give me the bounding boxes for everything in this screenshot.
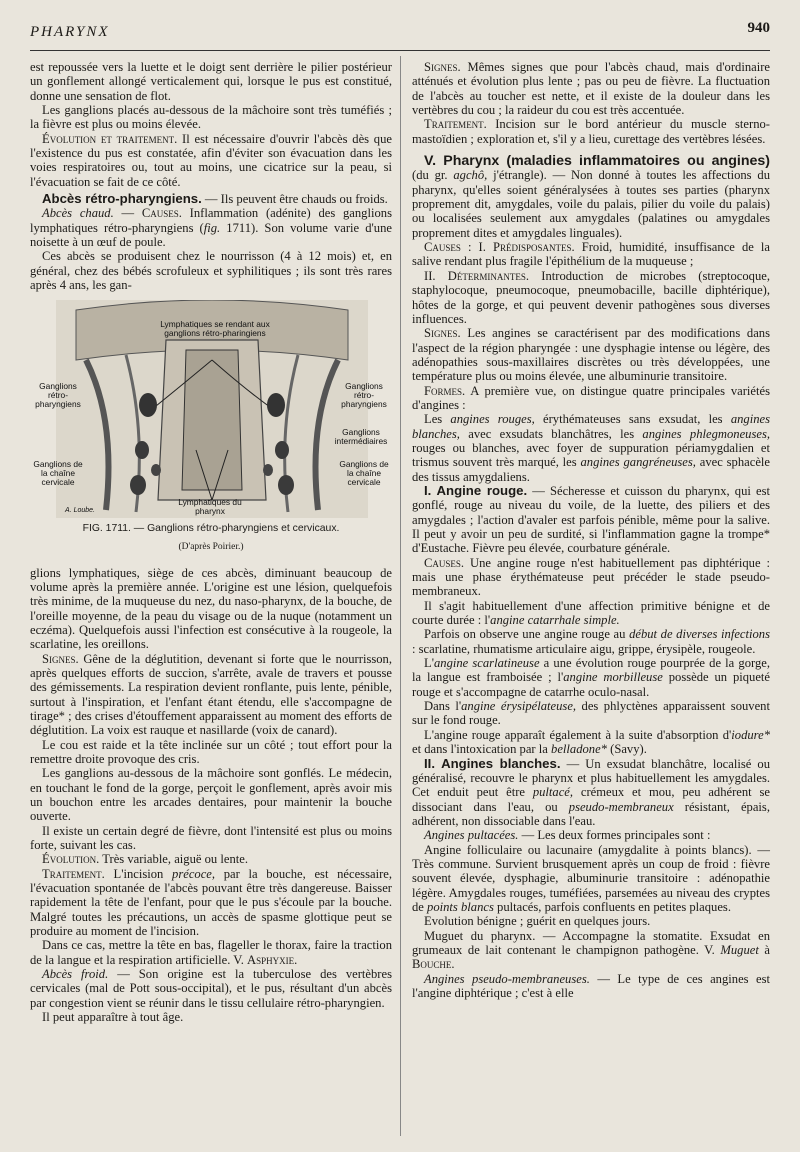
paragraph: Traitement. Incision sur le bord antérieur du muscle sterno-mastoïdien ; exploration et, s'il y a lieu, curettage des vertèbres lésées. <box>412 117 770 146</box>
left-column <box>30 60 392 1150</box>
paragraph: Le cou est raide et la tête inclinée sur un côté ; tout effort pour la remettre droite provoque des cris. <box>30 737 392 766</box>
paragraph: Angines pultacées. — Les deux formes principales sont : <box>424 828 711 843</box>
paragraph: L'angine rouge apparaît également à la suite d'absorption d'iodure* et dans l'intoxication par la belladone* (Savy). <box>412 727 770 757</box>
paragraph: L'angine scarlatineuse a une évolution rouge pourprée de la gorge, la langue est framboisée ; l'angine morbilleuse possède un piqueté rouge et s'accompagne de catarrhe oculo-nasal. <box>412 656 771 699</box>
right-column <box>412 60 770 1140</box>
paragraph: Traitement. L'incision précoce, par la bouche, est nécessaire, l'évacuation spontanée de l'abcès pouvant être très dangereuse. Baisser rapidement la tête de l'enfant, pour que le pus s'écoule par la bouche. Malgré toutes les précautions, un accès de spasme glottique peut se produire au moment de l'incision. <box>30 866 393 939</box>
paragraph: Signes. Gêne de la déglutition, devenant si forte que le nourrisson, après quelques efforts de succion, s'arrête, avale de travers et pousse des gémissements. La respiration devient ronflante, puis lente, pénible, surtout à l'inspiration, et l'enfant étant étendu, elle s'accompagne de tirage* ; des crises d'étouffement apparaissent au moment des efforts de déglutition. La voix est rauque et nasillarde (voix de canard). <box>30 651 392 738</box>
paragraph: Muguet du pharynx. — Accompagne la stomatite. Exsudat en grumeaux de lait contenant le champignon pathogène. V. Muguet à Bouche. <box>412 928 770 972</box>
paragraph: Parfois on observe une angine rouge au début de diverses infections : scarlatine, rhumatisme articulaire aigu, grippe, érysipèle, rougeole. <box>412 627 771 656</box>
paragraph: Évolution. Très variable, aiguë ou lente. <box>42 852 248 867</box>
anatomical-figure <box>30 300 392 562</box>
section-heading: V. Pharynx (maladies inflammatoires ou angines) (du gr. agchô, j'étrangle). — Non donné à toutes les affections du pharynx, qu'elles soient généralysées à toutes ses parties (pharynx proprement dit, amygdales, voile du palais, pilier du voile du palais) ou localisées seulement aux amygdales (palatines ou amygdales proprement dites et amygdales linguales). <box>412 153 770 240</box>
paragraph: Dans l'angine érysipélateuse, des phlyctènes apparaissent souvent sur le fond rouge. <box>412 699 770 728</box>
section-heading: II. Angines blanches. — Un exsudat blanchâtre, localisé ou généralisé, recouvre le pharynx et plus habituellement les amygdales. Cet enduit peut être pultacé, crémeux et mou, peu adhérent se dissociant dans l'eau, ou pseudo-membraneux résistant, épais, adhérent, non dissociable dans l'eau. <box>412 755 770 828</box>
paragraph: Formes. A première vue, on distingue quatre principales variétés d'angines : <box>412 383 770 412</box>
paragraph: est repoussée vers la luette et le doigt sent derrière le pilier postérieur un gonflement allongé verticalement qui, lorsque le pus est constitué, donne une sensation de flot. <box>30 60 392 103</box>
paragraph: Dans ce cas, mettre la tête en bas, flageller le thorax, faire la traction de la langue et la respiration artificielle. V. Asphyxie. <box>30 938 392 967</box>
page-number: 940 <box>747 20 770 36</box>
paragraph: Signes. Mêmes signes que pour l'abcès chaud, mais d'ordinaire atténués et évolution plus lente ; pas ou peu de fièvre. La fluctuation de l'abcès au toucher est nette, et il existe de la douleur dans les vertèbres du cou ; la raideur du cou est très accentuée. <box>412 60 770 118</box>
paragraph: Il existe un certain degré de fièvre, dont l'intensité est plus ou moins forte, suivant les cas. <box>30 823 392 853</box>
page-header <box>30 14 770 48</box>
paragraph: Il s'agit habituellement d'une affection primitive bénigne et de courte durée : l'angine catarrhale simple. <box>412 598 770 628</box>
figure-source: (D'après Poirier.) <box>178 541 244 552</box>
paragraph: Les ganglions placés au-dessous de la mâchoire sont très tuméfiés ; la fièvre est plus ou moins élevée. <box>30 103 392 132</box>
column-divider <box>400 56 401 1136</box>
paragraph: Causes : I. Prédisposantes. Froid, humidité, insuffisance de la salive rendant plus fragile l'épithélium de la muqueuse ; <box>412 240 771 269</box>
paragraph: Causes. Une angine rouge n'est habituellement pas diphtérique : mais une phase érythémateuse peut précéder le stade pseudo-membraneux. <box>412 555 770 599</box>
paragraph: Ces abcès se produisent chez le nourrisson (4 à 12 mois) et, en général, chez des bébés scrofuleux et syphilitiques ; ils sont très rares après 4 ans, les gan- <box>30 249 392 293</box>
paragraph: Abcès froid. — Son origine est la tuberculose des vertèbres cervicales (mal de Pott sous-occipital), et le pus, résultant d'un abcès par congestion vient se réunir dans le tissu cellulaire rétro-pharyngien. <box>30 967 392 1010</box>
header-rule <box>30 50 770 51</box>
section-heading: I. Angine rouge. — Sécheresse et cuisson du pharynx, qui est gonflé, rouge au niveau du voile, de la luette, des piliers et des amygdales ; l'action d'avaler est parfois pénible, même pour la salive. Il peut y avoir un peu de surdité, si l'inflammation gagne la trompe* d'Eustache. Fièvre peu élevée, courbature générale. <box>412 482 770 556</box>
label-ganglions-retro-right: Ganglions rétro-pharyngiens <box>341 380 387 409</box>
label-lymphatiques-top: Lymphatiques se rendant aux ganglions rétro-pharingiens <box>160 318 270 338</box>
paragraph: Évolution et traitement. Il est nécessaire d'ouvrir l'abcès dès que l'existence du pus est constatée, afin d'éviter son évacuation dans les voies respiratoires ou, tout au moins, une cicatrice sur la peau, si l'évacuation se fait de ce côté. <box>30 131 392 189</box>
engraver-signature: A. Loube. <box>65 506 95 514</box>
paragraph: glions lymphatiques, siège de ces abcès, diminuant beaucoup de volume après la première année. L'origine est une lésion, quelquefois très minime, de la muqueuse du nez, du naso-pharynx, de la bouche, de l'oreille moyenne, de la peau du visage ou de la nuque (notamment un eczéma). Quelquefois aussi l'infection est consécutive à la rougeole, la scarlatine, les oreillons. <box>30 565 392 652</box>
paragraph: Il peut apparaître à tout âge. <box>42 1010 184 1025</box>
label-chaine-cervicale-right: Ganglions de la chaîne cervicale <box>339 458 389 487</box>
section-heading: Abcès rétro-pharyngiens. — Ils peuvent être chauds ou froids. <box>42 191 388 207</box>
paragraph: Les ganglions au-dessous de la mâchoire sont gonflés. Le médecin, en touchant le fond de la gorge, perçoit le gonflement, après avoir mis un bouchon entre les arcades dentaires, pour maintenir la bouche ouverte. <box>30 766 392 824</box>
paragraph: Angines pseudo-membraneuses. — Le type de ces angines est l'angine diphtérique ; c'est à elle <box>412 971 770 1000</box>
paragraph: II. Déterminantes. Introduction de microbes (streptocoque, staphylocoque, pneumocoque, pneumobacille, bacille diphtérique), hôtes de la gorge, et qui peuvent devenir pathogènes sous diverses influences. <box>412 268 770 326</box>
label-ganglions-retro-left: Ganglions rétro-pharyngiens <box>35 380 81 409</box>
label-chaine-cervicale-left: Ganglions de la chaîne cervicale <box>33 458 83 487</box>
label-ganglions-intermediaires: Ganglions intermédiaires <box>334 426 388 446</box>
paragraph: Evolution bénigne ; guérit en quelques jours. <box>424 914 651 929</box>
figure-caption: FIG. 1711. — Ganglions rétro-pharyngiens et cervicaux. <box>82 522 340 534</box>
label-lymphatiques-pharynx: Lymphatiques du pharynx <box>178 496 242 516</box>
paragraph: Abcès chaud. — Causes. Inflammation (adénite) des ganglions lymphatiques rétro-pharyngiens (fig. 1711). Son volume varie d'une noisette à un œuf de poule. <box>30 206 392 250</box>
paragraph: Angine folliculaire ou lacunaire (amygdalite à points blancs). — Très commune. Survient brusquement après un coup de froid : fièvre souvent élevée, dysphagie, albuminurie transitoire : adénopathie légère. Amygdales rouges, tuméfiées, parsemées au niveau des cryptes de points blancs pultacés, parfois confluents en petites plaques. <box>412 842 770 914</box>
running-head: PHARYNX <box>30 24 110 40</box>
paragraph: Les angines rouges, érythémateuses sans exsudat, les angines blanches, avec exsudats blanchâtres, les angines phlegmoneuses, rouges ou blanches, avec foyer de suppuration périamygdalien et trismus souvent très marqué, les angines gangréneuses, avec sphacèle des tissus amygdaliens. <box>412 412 771 484</box>
paragraph: Signes. Les angines se caractérisent par des modifications dans l'aspect de la région pharyngée : une dysphagie intense ou légère, des adénopathies sous-maxillaires discrètes ou très développées, une température plus ou moins élevée, une albuminurie transitoire. <box>412 326 770 384</box>
